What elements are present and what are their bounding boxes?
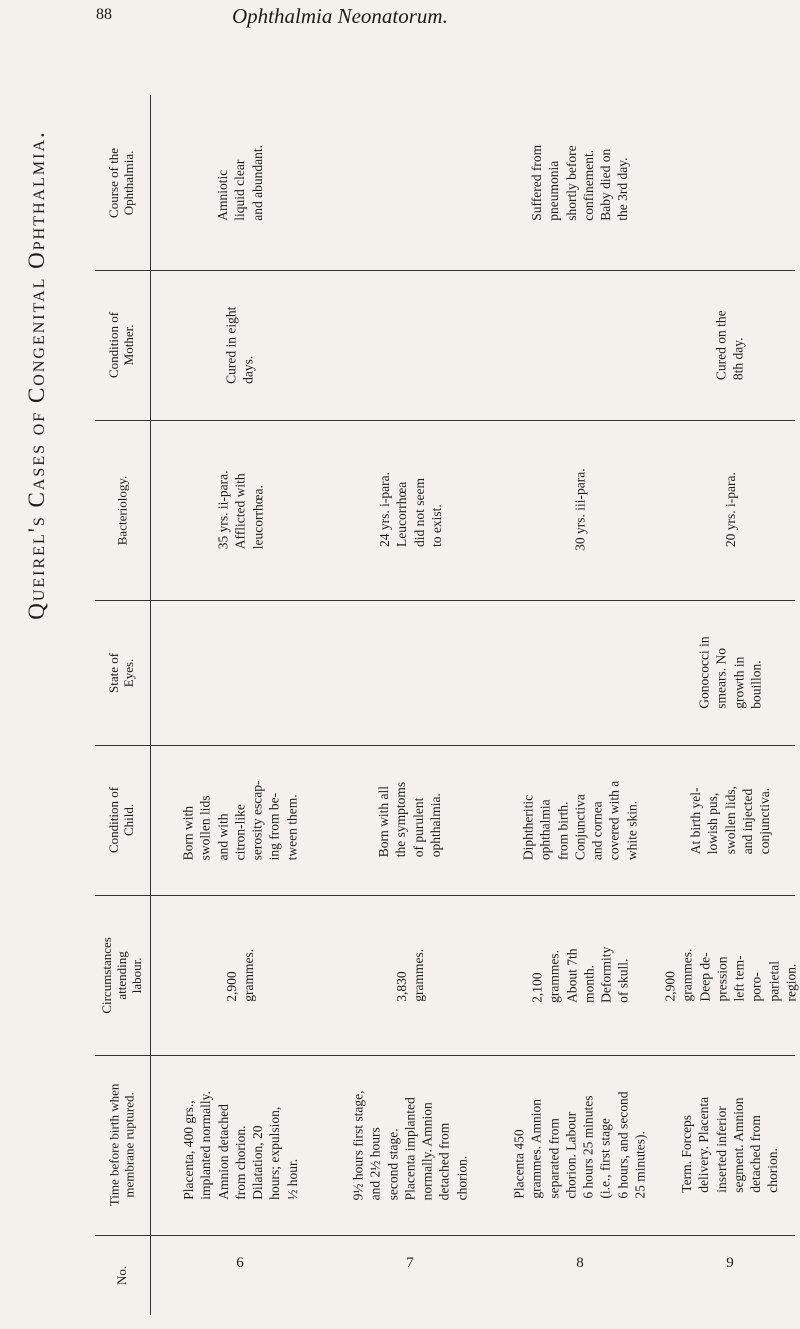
page-number: 88 <box>96 6 112 23</box>
cell-course: Cured in eight days. <box>223 306 256 384</box>
cell-labour: Placenta, 400 grs., implanted normally. Amnion detached from chorion. Dilatation, 20 hours; expulsion, ½ hour. <box>180 1090 300 1200</box>
row-number: 7 <box>406 1255 414 1271</box>
cell-eyes: Born with swollen lids and with citron-like serosity escap- ing from be- tween them. <box>180 780 300 860</box>
cell-course: Cured on the 8th day. <box>713 310 746 380</box>
row-number: 6 <box>236 1255 244 1271</box>
row-divider <box>95 1235 795 1236</box>
row-number: 8 <box>576 1255 584 1271</box>
cell-eyes: Diphtheritic ophthalmia from birth. Conjunctiva and cornea covered with a white skin. <box>520 780 640 860</box>
header-mother: Condition of Mother. <box>106 311 137 379</box>
table-title: Queirel's Cases of Congenital Ophthalmia. <box>24 130 50 620</box>
cell-labour: 9½ hours first stage, and 2½ hours second stage. Placenta implanted normally. Amnion detached from chorion. <box>350 1090 470 1200</box>
cell-eyes: Born with all the symptoms of purulent ophthalmia. <box>376 782 444 858</box>
header-no: No. <box>114 1265 130 1285</box>
cell-mother: 30 yrs. iii-para. <box>572 468 588 552</box>
header-eyes: State of Eyes. <box>106 652 137 693</box>
header-circumstances: Circumstances attending labour. <box>99 936 144 1014</box>
row-number: 9 <box>726 1255 734 1271</box>
cell-remarks: Suffered from pneumonia shortly before confinement. Baby died on the 3rd day. <box>529 144 631 221</box>
cell-bacteriology: Gonococci in smears. No growth in bouillon. <box>696 636 764 709</box>
cell-eyes: At birth yel- lowish pus, swollen lids, and injected conjunctiva. <box>687 785 772 855</box>
cell-child: 3,830 grammes. <box>393 948 426 1002</box>
header-child: Condition of Child. <box>106 786 137 854</box>
cell-mother: 20 yrs. i-para. <box>722 472 738 548</box>
cell-mother: 35 yrs. ii-para. Afflicted with leucorrhœa. <box>215 470 265 550</box>
header-course: Course of the Ophthalmia. <box>106 147 137 218</box>
cell-remarks: Amniotic liquid clear and abundant. <box>215 144 265 221</box>
cell-labour: Term. Forceps delivery. Placenta inserted inferior segment. Amnion detached from chorion. <box>679 1097 781 1193</box>
cell-child: 2,900 grammes. Deep de- pression left tem- poro- parietal region. <box>661 948 798 1002</box>
data-table <box>95 95 798 1315</box>
cell-mother: 24 yrs. i-para. Leucorrhœa did not seem to exist. <box>376 472 444 548</box>
running-head: Ophthalmia Neonatorum. <box>232 4 448 28</box>
cell-child: 2,900 grammes. <box>223 948 256 1002</box>
header-time: Time before birth when membrane ruptured. <box>106 1083 137 1207</box>
header-bacteriology: Bacteriology. <box>114 475 130 545</box>
cell-child: 2,100 grammes. About 7th month. Deformity of skull. <box>529 946 631 1004</box>
cell-labour: Placenta 450 grammes. Amnion separated from chorion. Labour 6 hours 25 minutes (i.e., first stage 6 hours, and second 25 minutes). <box>511 1091 648 1199</box>
